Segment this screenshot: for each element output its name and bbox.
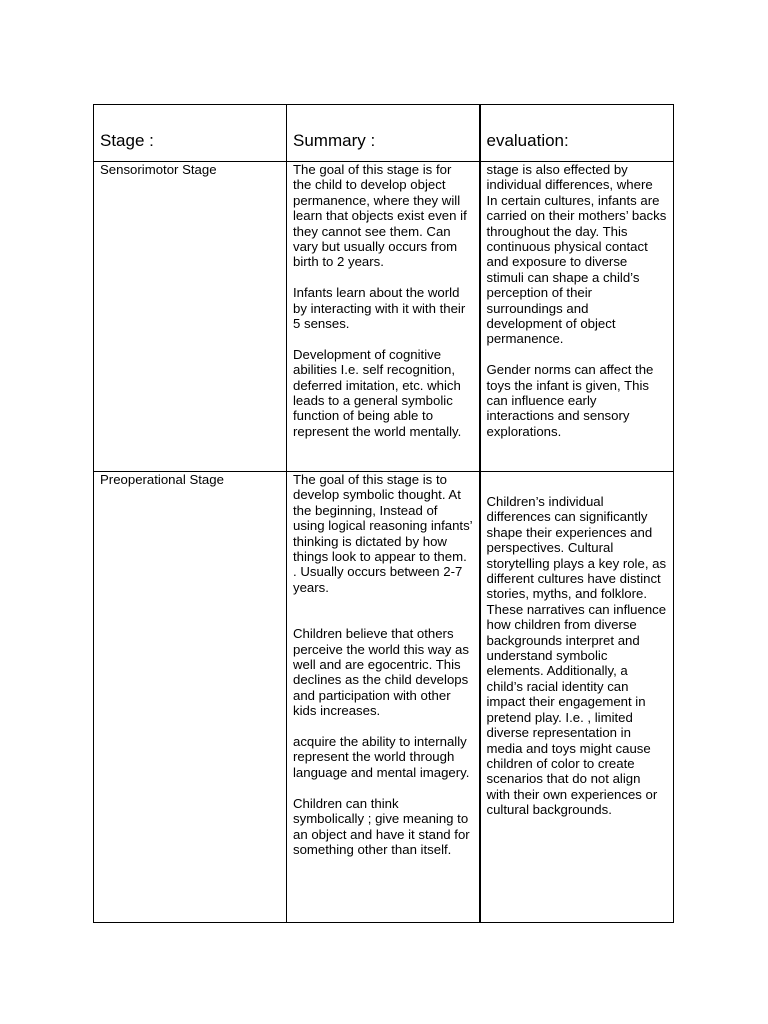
evaluation-paragraph: stage is also effected by individual differences, where In certain cultures, infants are carried on their mothers’ backs throughout the day. This continuous physical contact and exposure to diverse stimuli can shape a child’s perception of their surroundings and development of object permanence. <box>486 162 667 347</box>
summary-paragraph: Development of cognitive abilities I.e. self recognition, deferred imitation, etc. which leads to a general symbolic function of being able to represent the world mentally. <box>293 346 462 439</box>
table-row <box>94 472 674 923</box>
summary-paragraph: Children can think symbolically ; give meaning to an object and have it stand for something other than itself. <box>293 795 470 857</box>
header-stage: Stage : <box>94 105 287 162</box>
summary-paragraph: Infants learn about the world by interacting with it with their 5 senses. <box>293 285 466 332</box>
evaluation-paragraph: Gender norms can affect the toys the infant is given, This can influence early interactions and sensory explorations. <box>486 362 654 439</box>
header-summary: Summary : <box>287 105 480 162</box>
summary-paragraph: The goal of this stage is to develop symbolic thought. At the beginning, Instead of using logical reasoning infants’ thinking is dictated by how things look to appear to them. . Usually occurs between 2-7 years. <box>293 472 473 595</box>
summary-paragraph: Children believe that others perceive the world this way as well and are egocentric. This declines as the child develops and participation with other kids increases. <box>293 626 469 719</box>
evaluation-cell <box>480 472 674 923</box>
summary-cell <box>287 472 480 923</box>
header-evaluation: evaluation: <box>480 105 674 162</box>
stage-name: Preoperational Stage <box>100 472 224 487</box>
evaluation-cell <box>480 162 674 472</box>
stages-table <box>93 104 674 923</box>
evaluation-paragraph: Children’s individual differences can significantly shape their experiences and perspectives. Cultural storytelling plays a key role, as different cultures have distinct stories, myths, and folklore. These narratives can influence how children from diverse backgrounds interpret and understand symbolic elements. Additionally, a child’s racial identity can impact their engagement in pretend play. I.e. , limited diverse representation in media and toys might cause children of color to create scenarios that do not align with their own experiences or cultural backgrounds. <box>486 494 667 818</box>
summary-paragraph: acquire the ability to internally represent the world through language and mental imagery. <box>293 734 470 780</box>
stage-cell <box>94 162 287 472</box>
stage-name: Sensorimotor Stage <box>100 162 217 177</box>
summary-paragraph: The goal of this stage is for the child to develop object permanence, where they will learn that objects exist even if they cannot see them. Can vary but usually occurs from birth to 2 years. <box>293 162 467 270</box>
table-row <box>94 162 674 472</box>
summary-cell <box>287 162 480 472</box>
stage-cell <box>94 472 287 923</box>
table-header-row <box>94 105 674 162</box>
